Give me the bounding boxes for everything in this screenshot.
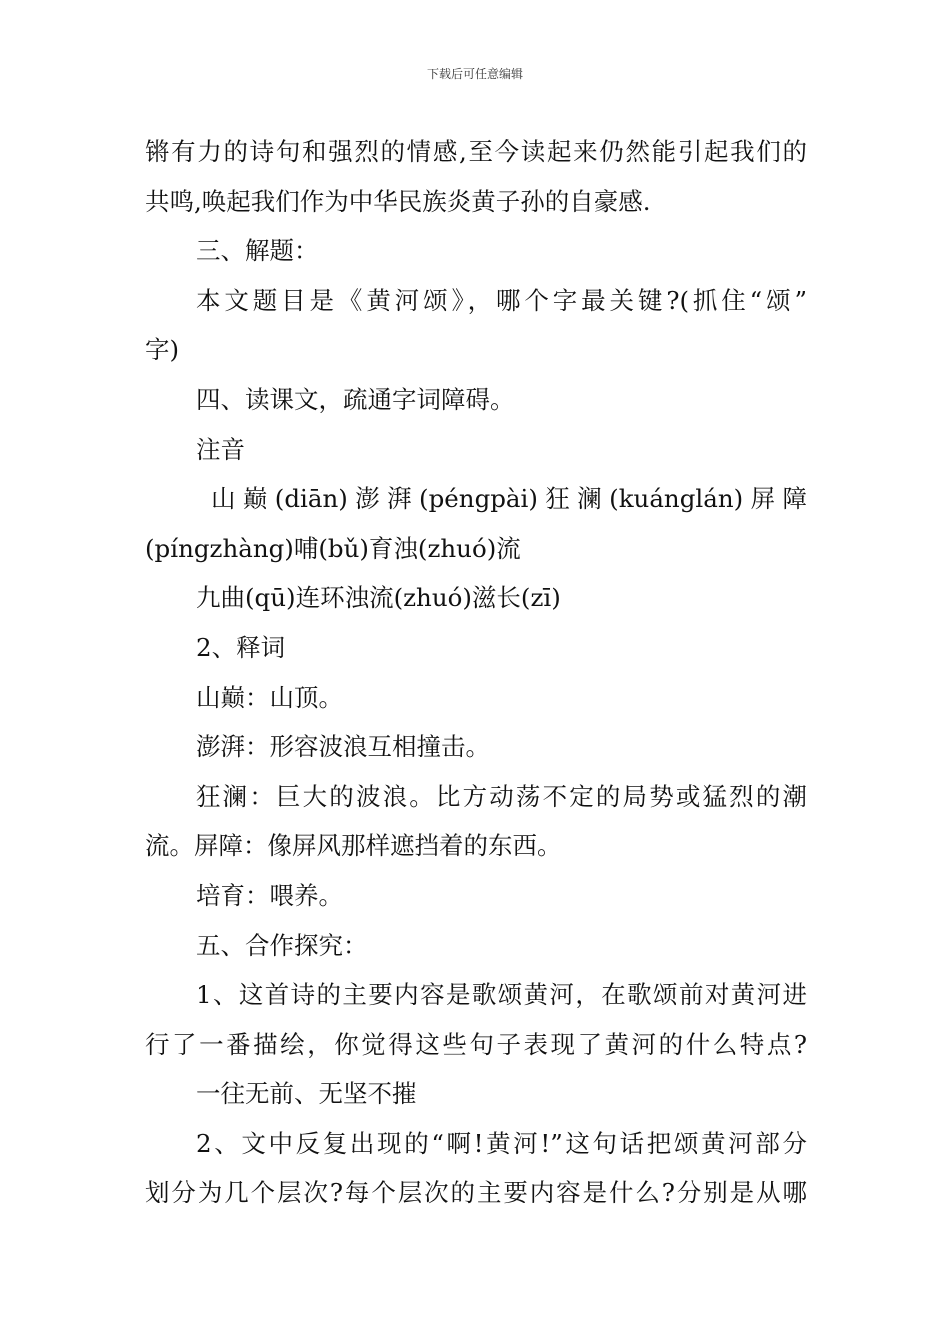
text-line: 行了一番描绘，你觉得这些句子表现了黄河的什么特点? xyxy=(145,1029,807,1059)
text-line: 1、这首诗的主要内容是歌颂黄河，在歌颂前对黄河进 xyxy=(196,980,807,1010)
section-heading: 三、解题： xyxy=(196,236,319,266)
document-body xyxy=(145,127,807,1218)
text-line: 山巅(diān)澎湃(péngpài)狂澜(kuánglán)屏障 xyxy=(211,484,807,514)
text-line: 一往无前、无坚不摧 xyxy=(196,1079,417,1109)
text-line: 锵有力的诗句和强烈的情感,至今读起来仍然能引起我们的 xyxy=(145,137,807,166)
text-line: 山巅：山顶。 xyxy=(196,682,343,712)
subsection-heading: 2、释词 xyxy=(196,632,286,662)
text-line: 划分为几个层次?每个层次的主要内容是什么?分别是从哪 xyxy=(145,1178,807,1208)
page-header-note: 下载后可任意编辑 xyxy=(426,67,523,81)
text-line: 本文题目是《黄河颂》，哪个字最关键?(抓住“颂” xyxy=(196,285,807,315)
text-line: (píngzhàng)哺(bǔ)育浊(zhuó)流 xyxy=(145,533,521,563)
text-line: 流。屏障：像屏风那样遮挡着的东西。 xyxy=(145,831,562,861)
text-line: 共鸣,唤起我们作为中华民族炎黄子孙的自豪感. xyxy=(145,186,651,216)
text-line: 澎湃：形容波浪互相撞击。 xyxy=(196,732,490,762)
section-heading: 五、合作探究： xyxy=(196,930,368,960)
subsection-heading: 注音 xyxy=(196,434,245,464)
text-line: 培育：喂养。 xyxy=(196,880,343,910)
text-line: 2、文中反复出现的“啊!黄河!”这句话把颂黄河部分 xyxy=(196,1128,807,1158)
text-line: 字) xyxy=(145,335,180,365)
text-line: 狂澜：巨大的波浪。比方动荡不定的局势或猛烈的潮 xyxy=(196,781,807,811)
section-heading: 四、读课文，疏通字词障碍。 xyxy=(196,384,515,414)
text-line: 九曲(qū)连环浊流(zhuó)滋长(zī) xyxy=(196,583,561,613)
